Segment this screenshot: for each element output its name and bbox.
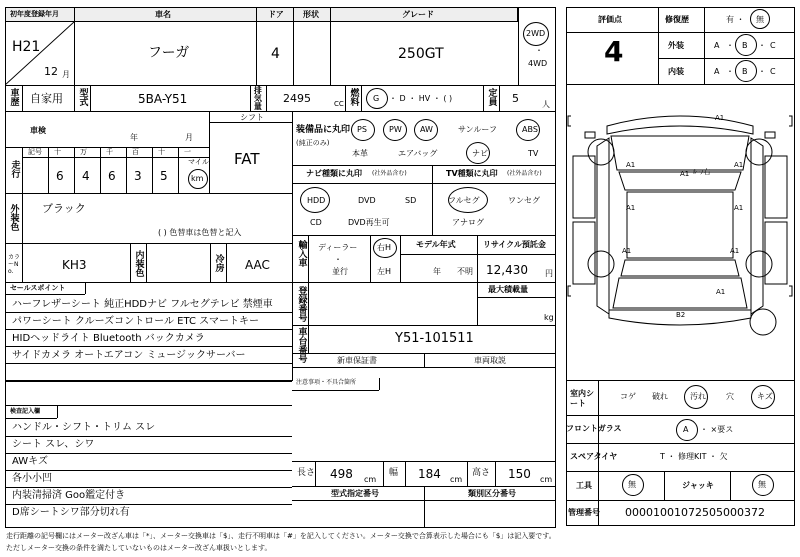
warranty-new: 新車保証書: [337, 356, 377, 365]
tv-label: TV種類に丸印: [446, 169, 498, 178]
damage-label: A1: [622, 247, 632, 255]
mileage-digit: 6: [108, 169, 116, 183]
grade-value: 250GT: [398, 46, 444, 62]
month-unit: 月: [62, 70, 70, 79]
tv-item: ワンセグ: [508, 196, 540, 205]
ac-label: 冷房: [213, 254, 224, 272]
model-year-unit: 年: [433, 267, 441, 276]
jack-value: 無: [758, 480, 766, 489]
equipment-item: サンルーフ: [458, 125, 497, 134]
color-value: ブラック: [42, 202, 86, 215]
interior-dot1: ・: [726, 67, 734, 76]
inspection-line: 内装清掃済 Goo鑑定付き: [12, 490, 126, 501]
door-count: 4: [271, 46, 280, 62]
drive-2wd: 2WD: [526, 29, 546, 38]
exterior-label: 外装: [668, 41, 684, 50]
sales-point-line: ハーフレザーシート 純正HDDナビ フルセグテレビ 禁煙車: [12, 299, 273, 310]
navi-sub: (社外品含む): [372, 170, 407, 177]
interior-seat-label: [570, 389, 600, 410]
mileage-header: 記号: [28, 148, 42, 156]
navi-label: ナビ種類に丸印: [306, 169, 362, 178]
recycle-label: リサイクル預託金: [483, 240, 546, 249]
interior-color-label: 内装色: [133, 250, 144, 277]
reg-year-label: 初年度登録年月: [10, 10, 59, 18]
score-value: 4: [604, 35, 624, 68]
chassis-value: Y51-101511: [395, 331, 474, 346]
height-value: 150: [508, 467, 531, 481]
tv-item: フルセグ: [448, 196, 480, 205]
color-code-label-text: カラーNo.: [8, 254, 21, 276]
yen-unit: 円: [545, 269, 553, 278]
length-label: 長さ: [297, 468, 316, 478]
tv-item: アナログ: [452, 218, 484, 227]
mileage-digit: 5: [160, 169, 168, 183]
inspection-label: 検査記入欄: [10, 408, 41, 415]
exterior-c: C: [770, 41, 776, 50]
score-label: 評価点: [598, 15, 622, 24]
interior-dot2: ・: [758, 67, 766, 76]
navi-item: SD: [405, 196, 417, 205]
height-unit: cm: [540, 475, 553, 484]
seat-item: 破れ: [652, 392, 668, 401]
equipment-item: ナビ: [472, 149, 488, 158]
length-value: 498: [330, 467, 353, 481]
handle-right: 右H: [377, 243, 392, 252]
spare-tire-value: T ・ 修理KIT ・ 欠: [660, 452, 728, 461]
repair-options: 有 ・: [726, 15, 745, 24]
equipment-item: TV: [528, 149, 539, 158]
width-unit: cm: [450, 475, 463, 484]
navi-item: CD: [310, 218, 322, 227]
repair-label: 修復歴: [665, 15, 689, 24]
capacity-value: 5: [512, 92, 519, 105]
inspection-line: D席シートシワ部分切れ有: [12, 507, 130, 518]
import-label: 輸入車: [296, 240, 307, 267]
seat-item: キズ: [757, 392, 773, 401]
mileage-digit: 3: [134, 169, 142, 183]
width-label: 幅: [389, 468, 399, 478]
fuel-label: 燃料: [348, 88, 359, 106]
type-number-label: 型式指定番号: [331, 489, 379, 498]
exterior-a: A: [714, 41, 720, 50]
exterior-dot2: ・: [758, 41, 766, 50]
color-note: ( ) 色替車は色替と記入: [158, 228, 242, 237]
door-label: ドア: [268, 10, 284, 19]
length-unit: cm: [364, 475, 377, 484]
tools-label: 工具: [576, 481, 592, 490]
windshield-rest: ・ ×要ス: [700, 425, 734, 434]
seat-item: コゲ: [620, 392, 636, 401]
class-number-label: 類別区分番号: [468, 489, 516, 498]
mileage-header: 万: [80, 148, 87, 156]
notes-label: 注意事項・不具合箇所: [296, 379, 357, 386]
seat-item: 穴: [726, 392, 734, 401]
parallel-label: 並行: [332, 267, 348, 276]
interior-a: A: [714, 67, 720, 76]
equipment-item: 本革: [352, 149, 368, 158]
handle-left: 左H: [377, 267, 392, 276]
mileage-digit: 4: [82, 169, 90, 183]
inspection-line: AWキズ: [12, 456, 48, 467]
footer-line2: ただしメーター交換の条件を満たしていないものはメーター改ざん車扱いとします。: [6, 544, 272, 552]
damage-label: A1: [734, 161, 744, 169]
header-row: [5, 7, 518, 22]
drive-4wd: 4WD: [528, 59, 548, 68]
inspection-line: シート スレ、シワ: [12, 439, 95, 450]
warranty-manual: 車両取説: [474, 356, 506, 365]
repair-none: 無: [756, 15, 764, 24]
interior-c: C: [770, 67, 776, 76]
era-year: H21: [12, 39, 41, 55]
damage-label: B2: [676, 311, 686, 319]
model-year-unknown: 不明: [457, 267, 473, 276]
inspection-line: ハンドル・シフト・トリム スレ: [12, 422, 156, 433]
shift-value: FAT: [234, 150, 260, 168]
car-name-label: 車名: [155, 10, 171, 19]
mgmt-value: 00001001072505000372: [625, 506, 765, 519]
mileage-header: 千: [106, 148, 113, 156]
displacement-value: 2495: [283, 92, 311, 105]
grade-label: グレード: [402, 10, 434, 19]
reg-month: 12: [44, 65, 58, 78]
registration-label: 登録番号: [296, 286, 307, 322]
shaken-label: 車検: [30, 126, 46, 135]
model-label: 型式: [77, 88, 88, 106]
damage-label: ﾙｰﾌ右: [693, 168, 711, 176]
spare-tire-label: スペアタイヤ: [570, 452, 618, 461]
exterior-dot1: ・: [726, 41, 734, 50]
interior-label: 内装: [668, 67, 684, 76]
damage-label: A1: [680, 170, 690, 178]
shift-label: シフト: [240, 113, 264, 122]
equipment-label: 装備品に丸印: [296, 125, 351, 135]
mgmt-label: 管理番号: [568, 508, 600, 517]
mileage-header: 十: [54, 148, 61, 156]
damage-label: A1: [626, 161, 636, 169]
footer-line1: 走行距離の記号欄にはメーター改ざん車は「*」、メーター交換車は「$」、走行不明車は「#」を記入してください。メーター交換で合算表示した場合にも「$」は記入要です。: [6, 532, 556, 540]
sales-point-line: パワーシート クルーズコントロール ETC スマートキー: [12, 316, 259, 327]
equipment-sub: (純正のみ): [296, 139, 330, 147]
sales-point-line: サイドカメラ オートエアコン ミュージックサーバー: [12, 350, 246, 361]
km-label: km: [191, 174, 204, 183]
damage-label: A1: [715, 114, 725, 122]
sales-point-line: HIDヘッドライト Bluetooth バックカメラ: [12, 333, 205, 344]
chassis-label: 車台番号: [296, 327, 307, 363]
capacity-label: 定員: [486, 88, 497, 106]
usage-value: 自家用: [30, 92, 63, 105]
seat-item: 汚れ: [690, 392, 706, 401]
damage-label: A1: [626, 204, 636, 212]
sales-points-label: セールスポイント: [10, 284, 66, 292]
jack-label: ジャッキ: [682, 481, 714, 490]
model-year-label: モデル年式: [416, 240, 456, 249]
equipment-item: PW: [389, 125, 402, 134]
navi-item: DVD: [358, 196, 376, 205]
interior-seat-label-text: 室内シート: [570, 389, 594, 409]
cc-unit: CC: [334, 100, 344, 108]
dealer-label: ディーラー: [318, 243, 358, 252]
equipment-item: AW: [420, 125, 433, 134]
windshield-label: フロントガラス: [566, 424, 622, 433]
navi-item: HDD: [307, 196, 326, 205]
interior-b: B: [742, 67, 748, 76]
tv-sub: (社外品含む): [507, 170, 542, 177]
fuel-g: G: [373, 94, 380, 103]
shape-label: 形状: [303, 10, 319, 19]
model-value: 5BA-Y51: [138, 92, 188, 106]
equipment-item: エアバッグ: [398, 149, 438, 158]
load-label: 最大積載量: [488, 285, 528, 294]
damage-label: A1: [734, 204, 744, 212]
damage-label: A1: [730, 247, 740, 255]
inspection-line: 各小小凹: [12, 473, 52, 484]
color-label: 外装色: [8, 204, 19, 231]
damage-label: A1: [716, 288, 726, 296]
mileage-label: 走行: [9, 160, 20, 178]
mileage-header: 一: [184, 148, 191, 156]
mile-label: マイル: [188, 158, 209, 166]
equipment-item: ABS: [522, 125, 538, 134]
height-label: 高さ: [472, 468, 491, 478]
tools-value: 無: [628, 480, 636, 489]
color-code-value: KH3: [62, 258, 87, 272]
equipment-item: PS: [357, 125, 367, 134]
car-damage-diagram: [567, 86, 794, 376]
drive-dot: ・: [535, 46, 543, 55]
usage-label: 車歴: [8, 88, 19, 106]
car-name: フーガ: [148, 45, 190, 61]
dealer-dot: ・: [334, 255, 342, 264]
windshield-a: A: [683, 425, 689, 434]
navi-item: DVD再生可: [348, 218, 390, 227]
mileage-digit: 6: [56, 169, 64, 183]
fuel-options: ・ D ・ HV ・ ( ): [389, 94, 453, 103]
mileage-header: 百: [132, 148, 139, 156]
width-value: 184: [418, 467, 441, 481]
kg-unit: kg: [544, 313, 554, 322]
shaken-month-unit: 月: [185, 133, 193, 142]
ac-value: AAC: [245, 258, 270, 272]
shaken-year-unit: 年: [130, 133, 138, 142]
exterior-b: B: [742, 41, 748, 50]
capacity-unit: 人: [542, 100, 550, 109]
color-code-label: [8, 254, 20, 276]
displacement-label: 排気量: [253, 86, 263, 110]
mileage-header: 十: [158, 148, 165, 156]
recycle-value: 12,430: [486, 263, 528, 277]
